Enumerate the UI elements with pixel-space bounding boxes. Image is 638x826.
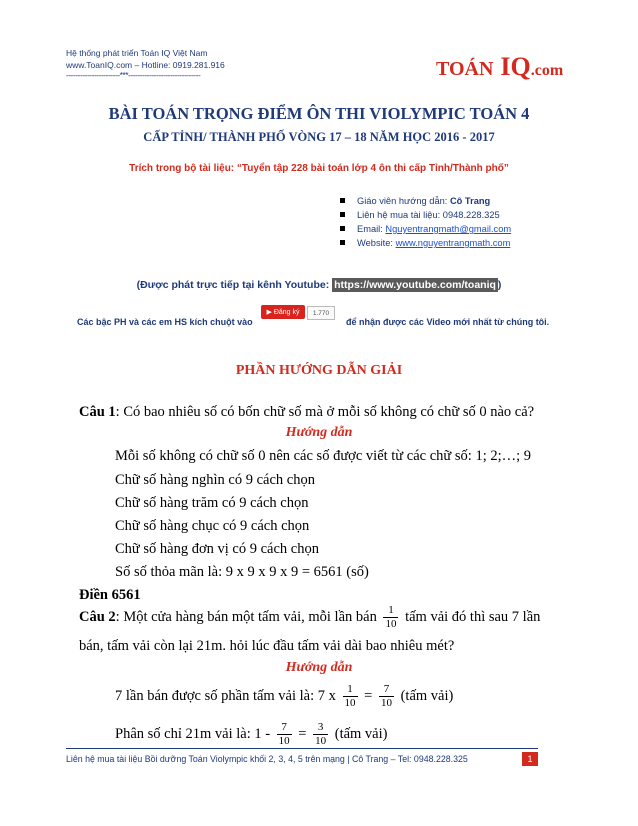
- question-1-guide-heading: Hướng dẫn: [285, 425, 353, 440]
- email-link[interactable]: Nguyentrangmath@gmail.com: [385, 224, 512, 234]
- fraction-denominator: 10: [380, 697, 392, 710]
- q1-line: Chữ số hàng trăm có 9 cách chọn: [115, 495, 309, 511]
- footer-text: Liên hệ mua tài liệu Bồi dưỡng Toán Violympic khối 2, 3, 4, 5 trên mạng | Cô Trang – Tel: 0948.228.325: [66, 754, 468, 764]
- step-1-fraction-1: [343, 683, 358, 710]
- equals-sign: =: [364, 688, 373, 704]
- question-2-text-after: tấm vải đó thì sau 7 lần: [405, 609, 541, 625]
- bullet-icon: [340, 240, 345, 245]
- email-label: Email:: [357, 224, 386, 234]
- teacher-name: Cô Trang: [449, 196, 491, 206]
- youtube-link[interactable]: https://www.youtube.com/toaniq: [334, 279, 496, 291]
- info-teacher: [340, 196, 490, 206]
- fraction-numerator: 7: [379, 683, 394, 697]
- buy-contact: Liên hệ mua tài liệu: 0948.228.325: [357, 210, 500, 220]
- fraction-denominator: 10: [385, 618, 397, 631]
- fraction-numerator: 1: [343, 683, 358, 697]
- header-divider: -----------------------***-------------------------------: [66, 70, 201, 80]
- q1-line: Chữ số hàng nghìn có 9 cách chọn: [115, 472, 315, 488]
- footer-divider: [66, 748, 538, 749]
- fraction-numerator: 7: [277, 721, 292, 735]
- step-1-fraction-2: [379, 683, 394, 710]
- question-2-fraction: [383, 604, 398, 631]
- fraction-denominator: 10: [315, 735, 327, 748]
- header-website-hotline: www.ToanIQ.com – Hotline: 0919.281.916: [66, 60, 225, 70]
- step-1-unit: (tấm vải): [400, 688, 454, 704]
- excerpt-source: Trích trong bộ tài liệu: “Tuyển tập 228 bài toán lớp 4 ôn thi cấp Tỉnh/Thành phố”: [129, 163, 509, 174]
- section-title: PHẦN HƯỚNG DẪN GIẢI: [235, 363, 403, 378]
- step-2-fraction-2: [313, 721, 328, 748]
- subscriber-count: 1.770: [307, 306, 335, 320]
- q1-line: Chữ số hàng đơn vị có 9 cách chọn: [115, 541, 319, 557]
- q1-line: Mỗi số không có chữ số 0 nên các số được viết từ các chữ số: 1; 2;…; 9: [115, 448, 532, 464]
- logo-text-com: .com: [530, 62, 564, 79]
- question-1: [79, 403, 534, 421]
- subscribe-before-text: Các bậc PH và các em HS kích chuột vào: [77, 317, 253, 327]
- step-1-text: 7 lần bán được số phần tấm vải là: 7 x: [115, 688, 336, 704]
- fraction-numerator: 3: [313, 721, 328, 735]
- youtube-suffix: ): [497, 279, 502, 291]
- website-link[interactable]: www.nguyentrangmath.com: [395, 238, 511, 248]
- page-number: 1: [522, 752, 538, 766]
- question-2-guide-heading: Hướng dẫn: [285, 660, 353, 675]
- question-1-answer: Điền 6561: [79, 587, 141, 603]
- subscribe-instruction: [77, 317, 253, 327]
- bullet-icon: [340, 198, 345, 203]
- teacher-label: Giáo viên hướng dẫn:: [357, 196, 450, 206]
- info-email: [340, 224, 511, 234]
- info-buy: [340, 210, 500, 220]
- toaniq-logo: [436, 52, 563, 82]
- youtube-channel-line: [0, 279, 638, 291]
- logo-text-toan: TOÁN: [436, 58, 494, 80]
- subscribe-button-label: Đăng ký: [273, 308, 300, 316]
- step-2-text: Phân số chỉ 21m vải là: 1 -: [115, 726, 271, 742]
- q1-line: Số số thỏa mãn là: 9 x 9 x 9 x 9 = 6561 (số): [115, 564, 369, 580]
- step-2-fraction-1: [277, 721, 292, 748]
- document-title: BÀI TOÁN TRỌNG ĐIỂM ÔN THI VIOLYMPIC TOÁN 4: [108, 104, 530, 123]
- q1-line: Chữ số hàng chục có 9 cách chọn: [115, 518, 310, 534]
- bullet-icon: [340, 226, 345, 231]
- header-org-name: Hệ thống phát triển Toán IQ Việt Nam: [66, 48, 208, 58]
- fraction-denominator: 10: [344, 697, 356, 710]
- step-2-unit: (tấm vải): [334, 726, 388, 742]
- logo-text-iq: IQ: [500, 52, 531, 81]
- question-1-label: Câu 1: [79, 404, 116, 420]
- youtube-play-icon: ▶: [266, 309, 272, 316]
- question-2: [79, 600, 540, 634]
- bullet-icon: [340, 212, 345, 217]
- website-label: Website:: [357, 238, 396, 248]
- subscribe-after-text: để nhận được các Video mới nhất từ chúng tôi.: [346, 317, 550, 327]
- q2-step-2: [115, 716, 387, 752]
- question-2-line2: bán, tấm vải còn lại 21m. hỏi lúc đầu tấm vải dài bao nhiêu mét?: [79, 638, 455, 654]
- question-1-text: : Có bao nhiêu số có bốn chữ số mà ở mỗi số không có chữ số 0 nào cả?: [115, 404, 535, 420]
- document-subtitle: CẤP TỈNH/ THÀNH PHỐ VÒNG 17 – 18 NĂM HỌC 2016 - 2017: [143, 130, 495, 144]
- fraction-denominator: 10: [278, 735, 290, 748]
- equals-sign: =: [298, 726, 307, 742]
- fraction-numerator: 1: [383, 604, 398, 618]
- info-website: [340, 238, 510, 248]
- youtube-prefix: (Được phát trực tiếp tại kênh Youtube:: [136, 279, 333, 291]
- q2-step-1: [115, 678, 453, 714]
- question-2-text-before: : Một cửa hàng bán một tấm vải, mỗi lần bán: [115, 609, 377, 625]
- question-2-label: Câu 2: [79, 609, 116, 625]
- youtube-subscribe-button[interactable]: [261, 305, 305, 319]
